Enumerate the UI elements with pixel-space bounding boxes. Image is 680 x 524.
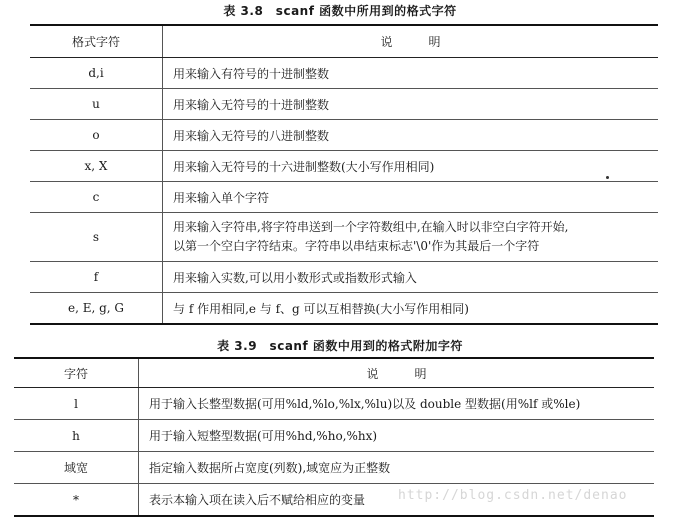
table-row bbox=[14, 420, 654, 452]
table-row bbox=[30, 120, 658, 151]
table-header-row bbox=[30, 25, 658, 58]
modifier-description: 指定输入数据所占宽度(列数),域宽应为正整数 bbox=[139, 452, 655, 484]
header-format-char: 格式字符 bbox=[30, 25, 163, 58]
format-description: 用来输入有符号的十进制整数 bbox=[163, 58, 659, 89]
table-row bbox=[30, 89, 658, 120]
modifier-description: 用于输入短整型数据(可用%hd,%ho,%hx) bbox=[139, 420, 655, 452]
table-row bbox=[14, 452, 654, 484]
format-code: d,i bbox=[30, 58, 163, 89]
header-char: 字符 bbox=[14, 358, 139, 388]
modifier-code: * bbox=[14, 484, 139, 517]
table-row bbox=[30, 182, 658, 213]
header-description: 说 明 bbox=[139, 358, 655, 388]
table-row bbox=[14, 388, 654, 420]
table-row bbox=[30, 213, 658, 262]
format-description bbox=[163, 213, 659, 262]
format-code: u bbox=[30, 89, 163, 120]
modifier-code: l bbox=[14, 388, 139, 420]
format-code: c bbox=[30, 182, 163, 213]
modifier-description: 表示本输入项在读入后不赋给相应的变量 bbox=[139, 484, 655, 517]
table-row bbox=[30, 262, 658, 293]
format-description: 用来输入单个字符 bbox=[163, 182, 659, 213]
table-row bbox=[30, 293, 658, 325]
format-description: 用来输入实数,可以用小数形式或指数形式输入 bbox=[163, 262, 659, 293]
table-3-9-caption: 表 3.9 scanf 函数中用到的格式附加字符 bbox=[217, 339, 463, 353]
format-description: 与 f 作用相同,e 与 f、g 可以互相替换(大小写作用相同) bbox=[163, 293, 659, 325]
format-characters-table bbox=[30, 24, 658, 325]
format-description: 用来输入无符号的八进制整数 bbox=[163, 120, 659, 151]
stray-dot bbox=[606, 176, 609, 179]
table-header-row bbox=[14, 358, 654, 388]
format-code: s bbox=[30, 213, 163, 262]
table-row bbox=[30, 58, 658, 89]
watermark: http://blog.csdn.net/denao bbox=[398, 488, 628, 503]
format-code: f bbox=[30, 262, 163, 293]
table-3-8-caption: 表 3.8 scanf 函数中所用到的格式字符 bbox=[223, 4, 457, 18]
table-row bbox=[30, 151, 658, 182]
description-line-2: 以第一个空白字符结束。字符串以串结束标志'\0'作为其最后一个字符 bbox=[173, 239, 540, 253]
modifier-code: 域宽 bbox=[14, 452, 139, 484]
description-line-1: 用来输入字符串,将字符串送到一个字符数组中,在输入时以非空白字符开始, bbox=[173, 220, 569, 234]
header-description: 说 明 bbox=[163, 25, 659, 58]
modifier-description: 用于输入长整型数据(可用%ld,%lo,%lx,%lu)以及 double 型数据(用%lf 或%le) bbox=[139, 388, 655, 420]
format-code: o bbox=[30, 120, 163, 151]
format-code: x, X bbox=[30, 151, 163, 182]
format-code: e, E, g, G bbox=[30, 293, 163, 325]
format-description: 用来输入无符号的十六进制整数(大小写作用相同) bbox=[163, 151, 659, 182]
modifier-code: h bbox=[14, 420, 139, 452]
format-description: 用来输入无符号的十进制整数 bbox=[163, 89, 659, 120]
